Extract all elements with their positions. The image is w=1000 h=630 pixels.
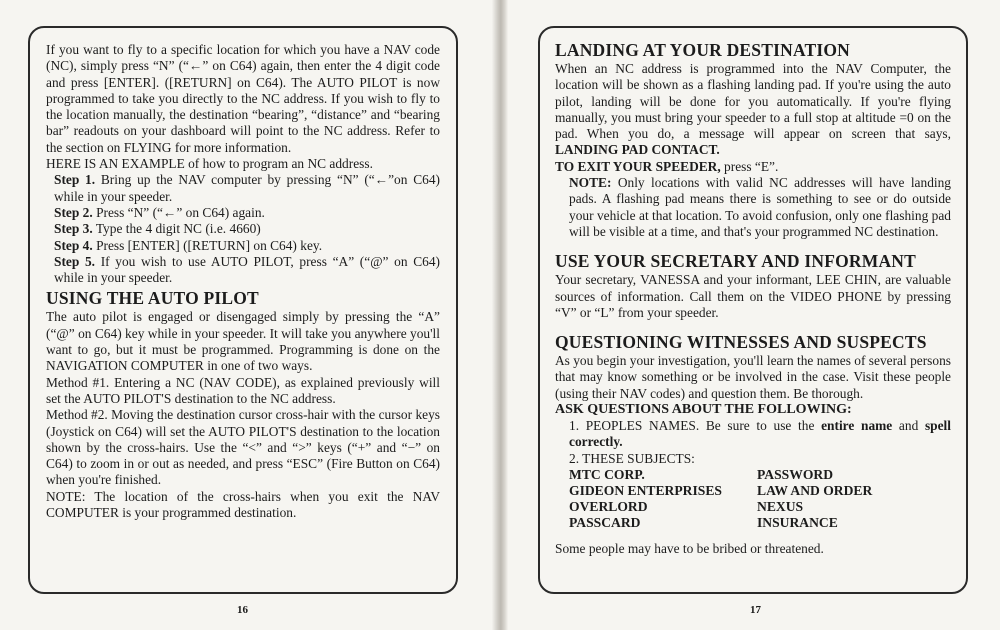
- item-text: and: [892, 418, 925, 434]
- exit-text: press “E”.: [720, 158, 779, 174]
- step-text: Press “N” (“←” on C64) again.: [96, 204, 265, 220]
- step-label: Step 5.: [54, 253, 96, 269]
- step-label: Step 1.: [54, 172, 96, 188]
- step-item: [46, 221, 440, 237]
- item-bold: entire name: [821, 418, 893, 434]
- subject-item: MTC CORP.: [569, 466, 645, 482]
- step-item: [46, 238, 440, 254]
- auto-pilot-paragraph: The auto pilot is engaged or disengaged simply by pressing the “A” (“@” on C64) key while in your speeder. It will take you anywhere you'll want to go, but it must be programmed. Programming is done on the NAVIGATION COMPUTER in one of two ways.: [46, 309, 440, 374]
- heading-secretary: USE YOUR SECRETARY AND INFORMANT: [555, 251, 916, 272]
- steps-list: [46, 172, 440, 286]
- step-item: [46, 254, 440, 287]
- exit-label: TO EXIT YOUR SPEEDER,: [555, 158, 721, 174]
- step-label: Step 3.: [54, 221, 93, 237]
- ask-questions-heading: ASK QUESTIONS ABOUT THE FOLLOWING:: [555, 402, 852, 418]
- landing-text: When an NC address is programmed into the NAV Computer, the location will be shown as a flashing landing pad. If you're using the auto pilot, landing will be done for you automatically. If you're flying manually, you must bring your speeder to a full stop at altitude =0 on the pad. When you do, a message will appear on screen that says,: [555, 61, 951, 142]
- step-text: Press [ENTER] ([RETURN] on C64) key.: [96, 237, 323, 253]
- step-text: Type the 4 digit NC (i.e. 4660): [95, 221, 261, 237]
- book-spine: [492, 0, 508, 630]
- subject-item: OVERLORD: [569, 498, 648, 514]
- heading-landing: LANDING AT YOUR DESTINATION: [555, 40, 851, 60]
- cross-hair-note: NOTE: The location of the cross-hairs when you exit the NAV COMPUTER is your programmed destination.: [46, 488, 440, 521]
- left-page-frame: [28, 26, 458, 594]
- step-text: Bring up the NAV computer by pressing “N” (“←”on C64) while in your speeder.: [54, 172, 440, 204]
- step-item: [46, 205, 440, 221]
- note-label: NOTE:: [569, 175, 612, 191]
- subject-item: PASSWORD: [757, 466, 834, 482]
- step-text: If you wish to use AUTO PILOT, press “A” (“@” on C64) while in your speeder.: [54, 253, 440, 286]
- step-item: [46, 172, 440, 205]
- subject-item: LAW AND ORDER: [757, 482, 873, 498]
- landing-paragraph: [555, 61, 951, 159]
- closing-line: Some people may have to be bribed or threatened.: [555, 540, 824, 556]
- heading-auto-pilot: USING THE AUTO PILOT: [46, 288, 259, 309]
- questioning-paragraph: As you begin your investigation, you'll learn the names of several persons that may know something or be involved in the case. Visit these people (using their NAV codes) and question them. Be thorough.: [555, 353, 951, 401]
- subjects-grid: [555, 467, 951, 531]
- subject-item: NEXUS: [757, 498, 804, 514]
- note-text: Only locations with valid NC addresses will have landing pads. A flashing pad means there is something to see or do outside your vehicle at that location. To avoid confusion, only one flashing pad will be visible at a time, and that's your programmed NC destination.: [569, 175, 951, 239]
- subject-item: PASSCARD: [569, 514, 641, 530]
- landing-contact-text: LANDING PAD CONTACT.: [555, 142, 720, 158]
- item-text: 1. PEOPLES NAMES. Be sure to use the: [569, 418, 822, 434]
- nav-code-paragraph: If you want to fly to a specific location for which you have a NAV code (NC), simply press “N” (“←” on C64) again, then enter the 4 digit code and press [ENTER]. ([RETURN] on C64). The AUTO PILOT is now programmed to take you directly to the NC address. If you wish to fly to the location manually, the destination “bearing”, “distance” and “bearing bar” readouts on your dashboard will point to the NC address. Refer to the section on FLYING for more information.: [46, 42, 440, 155]
- step-label: Step 4.: [54, 237, 93, 253]
- subject-item: GIDEON ENTERPRISES: [569, 482, 722, 498]
- secretary-paragraph: Your secretary, VANESSA and your informant, LEE CHIN, are valuable sources of information. Call them on the VIDEO PHONE by pressing “V” or “L” from your speeder.: [555, 272, 951, 320]
- step-label: Step 2.: [54, 204, 93, 220]
- subject-item: INSURANCE: [757, 514, 838, 530]
- example-intro: HERE IS AN EXAMPLE of how to program an NC address.: [46, 156, 373, 172]
- method-2: Method #2. Moving the destination cursor cross-hair with the cursor keys (Joystick on C64) will set the AUTO PILOT'S destination to the location shown by the cross-hairs. Use the “<” and “>” keys (“+” and “−” on C64) to zoom in or out as needed, and press “ESC” (Fire Button on C64) when you're finished.: [46, 407, 440, 488]
- exit-instruction: [555, 159, 951, 175]
- right-page-frame: [538, 26, 968, 594]
- page-number-right: 17: [750, 604, 761, 616]
- heading-questioning: QUESTIONING WITNESSES AND SUSPECTS: [555, 332, 927, 353]
- list-item-names: [555, 418, 951, 451]
- list-item-subjects: 2. THESE SUBJECTS:: [569, 450, 695, 466]
- item-bold: spell correctly.: [569, 418, 951, 450]
- method-1: Method #1. Entering a NC (NAV CODE), as explained previously will set the AUTO PILOT'S destination to the NC address.: [46, 374, 440, 406]
- landing-note: [555, 175, 951, 240]
- page-number-left: 16: [237, 604, 248, 616]
